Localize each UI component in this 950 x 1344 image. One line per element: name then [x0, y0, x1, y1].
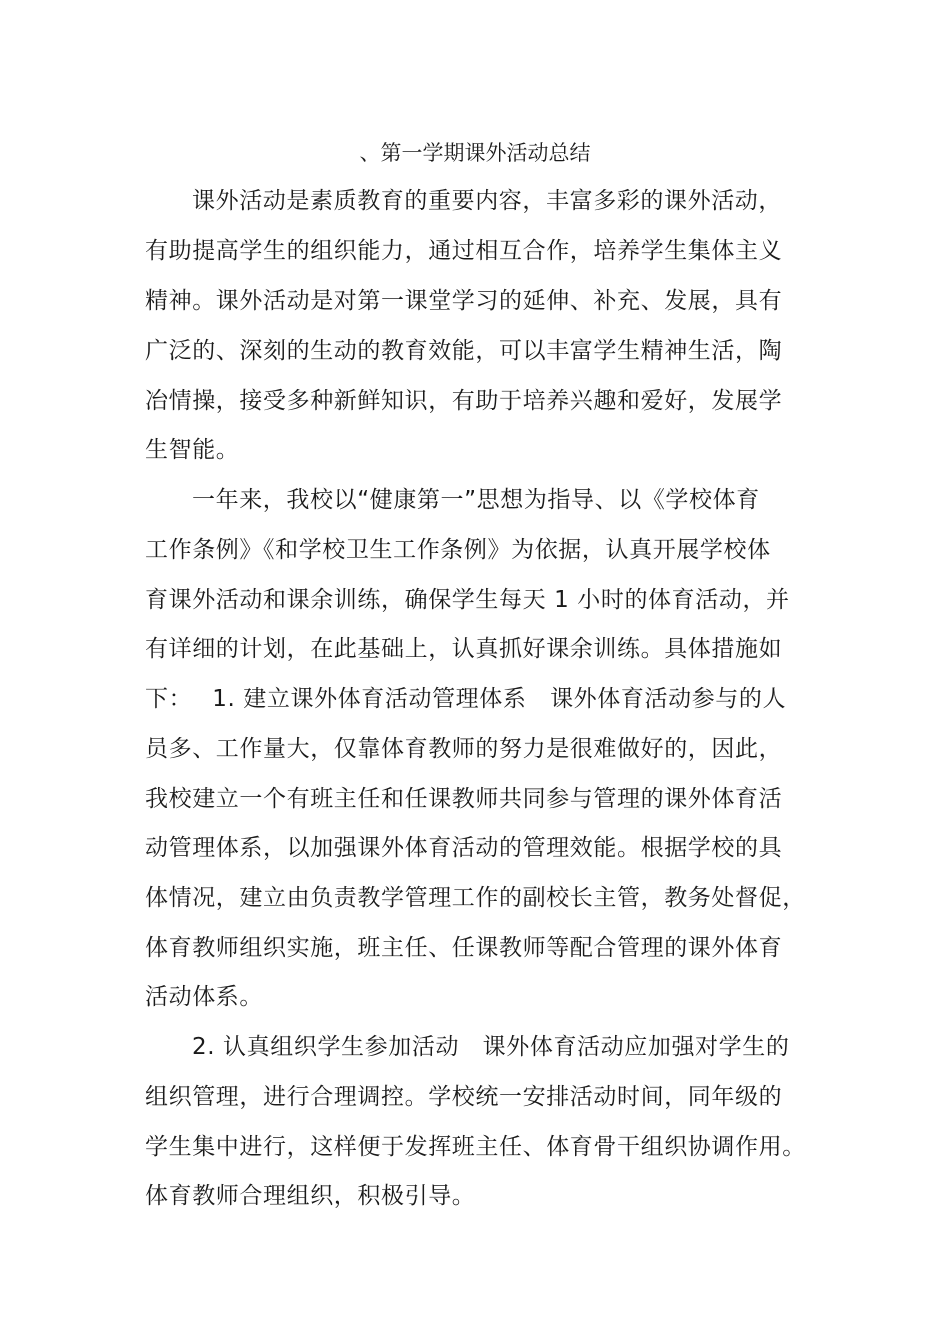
paragraph-line: 生智能。	[145, 437, 240, 463]
paragraph-line: 课外活动是素质教育的重要内容，丰富多彩的课外活动，	[192, 188, 782, 214]
paragraph-line: 有助提高学生的组织能力，通过相互合作，培养学生集体主义	[145, 238, 783, 264]
paragraph-line: 工作条例》《和学校卫生工作条例》为依据，认真开展学校体	[145, 537, 771, 563]
paragraph-line: 冶情操，接受多种新鲜知识，有助于培养兴趣和爱好，发展学	[145, 388, 783, 414]
paragraph-line: 2. 认真组织学生参加活动 课外体育活动应加强对学生的	[192, 1034, 790, 1060]
paragraph-line: 活动体系。	[145, 984, 263, 1010]
paragraph-line: 员多、工作量大，仅靠体育教师的努力是很难做好的，因此，	[145, 736, 783, 762]
paragraph-line: 广泛的、深刻的生动的教育效能，可以丰富学生精神生活，陶	[145, 338, 783, 364]
paragraph-line: 体情况，建立由负责教学管理工作的副校长主管，教务处督促，	[145, 885, 806, 911]
paragraph-line: 精神。课外活动是对第一课堂学习的延伸、补充、发展，具有	[145, 288, 783, 314]
paragraph-line: 动管理体系，以加强课外体育活动的管理效能。根据学校的具	[145, 835, 783, 861]
paragraph-line: 我校建立一个有班主任和任课教师共同参与管理的课外体育活	[145, 786, 783, 812]
paragraph-line: 组织管理，进行合理调控。学校统一安排活动时间，同年级的	[145, 1084, 783, 1110]
document-title: 、第一学期课外活动总结	[359, 141, 591, 165]
paragraph-line: 育课外活动和课余训练，确保学生每天 1 小时的体育活动，并	[145, 587, 790, 613]
paragraph-line: 有详细的计划，在此基础上，认真抓好课余训练。具体措施如	[145, 636, 783, 662]
paragraph-line: 体育教师组织实施，班主任、任课教师等配合管理的课外体育	[145, 935, 783, 961]
paragraph-line: 下： 1. 建立课外体育活动管理体系 课外体育活动参与的人	[145, 686, 787, 712]
paragraph-line: 体育教师合理组织，积极引导。	[145, 1183, 476, 1209]
paragraph-line: 学生集中进行，这样便于发挥班主任、体育骨干组织协调作用。	[145, 1134, 806, 1160]
paragraph-line: 一年来，我校以“健康第一”思想为指导、以《学校体育	[192, 487, 760, 513]
